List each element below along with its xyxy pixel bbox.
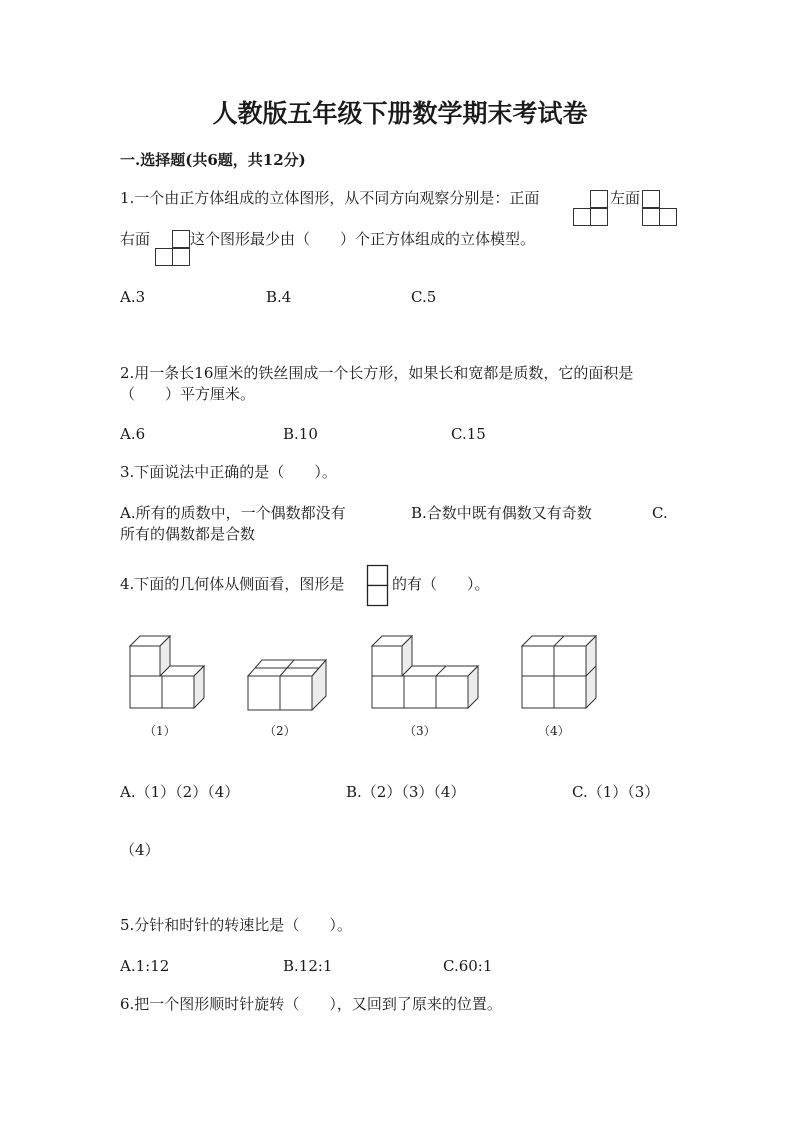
left-view-figure	[641, 190, 679, 228]
figure-caption-4: （4）	[538, 724, 570, 738]
q5-stem: 5.分针和时针的转速比是（ ）。	[120, 916, 352, 934]
figure-caption-1: （1）	[144, 724, 176, 738]
right-view-figure	[154, 230, 192, 268]
q2-option-b: B.10	[283, 425, 318, 443]
q4-option-a: A.（1）（2）（4）	[120, 783, 240, 801]
q2-stem-line2: （ ）平方厘米。	[120, 385, 256, 403]
front-view-figure	[572, 190, 610, 228]
q4-stem-part2: 的有（ ）。	[392, 575, 490, 593]
q3-stem: 3.下面说法中正确的是（ ）。	[120, 463, 337, 481]
q1-left-label: 左面	[610, 189, 641, 207]
q5-option-c: C.60:1	[443, 957, 493, 975]
q1-option-c: C.5	[411, 288, 437, 306]
q4-option-c: C.（1）（3）	[572, 783, 660, 801]
solid-figure-4	[518, 632, 602, 714]
q3-option-b: B.合数中既有偶数又有奇数	[411, 504, 592, 522]
figure-caption-3: （3）	[404, 724, 436, 738]
q2-option-a: A.6	[120, 425, 146, 443]
q1-stem-line1: 1.一个由正方体组成的立体图形，从不同方向观察分别是：正面	[120, 189, 540, 207]
solid-figure-1	[126, 632, 208, 714]
page-title: 人教版五年级下册数学期末考试卷	[212, 99, 588, 128]
solid-figure-2	[244, 656, 330, 716]
q3-option-c-text: 所有的偶数都是合数	[120, 525, 256, 543]
q1-stem-line2: 这个图形最少由（ ）个正方体组成的立体模型。	[190, 230, 536, 248]
q4-option-c-continued: （4）	[120, 841, 160, 859]
q2-stem-line1: 2.用一条长16厘米的铁丝围成一个长方形，如果长和宽都是质数，它的面积是	[120, 364, 634, 382]
q5-option-a: A.1:12	[120, 957, 170, 975]
q1-right-label: 右面	[120, 230, 151, 248]
q2-option-c: C.15	[451, 425, 486, 443]
solid-figure-3	[368, 632, 482, 714]
q3-option-c-label: C.	[652, 504, 668, 522]
q4-stem-part1: 4.下面的几何体从侧面看，图形是	[120, 575, 345, 593]
figure-caption-2: （2）	[264, 724, 296, 738]
q3-option-a: A.所有的质数中，一个偶数都没有	[120, 504, 346, 522]
q1-option-b: B.4	[266, 288, 292, 306]
q4-option-b: B.（2）（3）（4）	[346, 783, 466, 801]
q5-option-b: B.12:1	[283, 957, 333, 975]
side-view-figure	[366, 564, 390, 608]
q1-option-a: A.3	[120, 288, 146, 306]
section-heading: 一.选择题(共6题，共12分)	[120, 151, 306, 169]
q6-stem: 6.把一个图形顺时针旋转（ ），又回到了原来的位置。	[120, 995, 502, 1013]
